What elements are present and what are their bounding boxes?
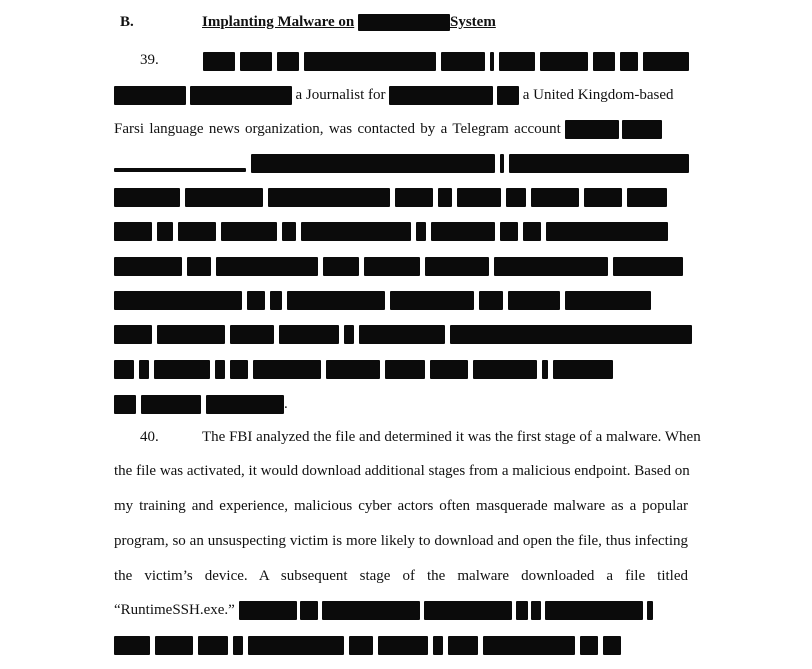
redaction-bar (114, 168, 246, 172)
line-text-tail: a United Kingdom-based (522, 87, 674, 103)
redacted-line (114, 634, 690, 656)
redaction-bar (500, 154, 504, 173)
line-text: Farsi language news organization, was contacted by a Telegram account (114, 121, 561, 137)
redaction-bar (545, 601, 643, 620)
line-text: a Journalist for (295, 87, 386, 103)
redaction-bar (300, 601, 318, 620)
redacted-line (114, 393, 294, 415)
redaction-bar (323, 257, 359, 276)
redaction-bar (565, 120, 619, 139)
redaction-bar (155, 636, 193, 655)
redaction-bar (279, 325, 339, 344)
redaction-bar (358, 14, 450, 31)
paragraph-40-line-4: program, so an unsuspecting victim is more likely to download and open the file, thus infecting (114, 533, 688, 549)
redaction-bar (497, 86, 519, 105)
redaction-bar (364, 257, 420, 276)
redaction-bar (114, 325, 152, 344)
redaction-bar (114, 222, 152, 241)
redaction-bar (620, 52, 638, 71)
redaction-bar (268, 188, 390, 207)
redaction-bar (287, 291, 385, 310)
paragraph-40-line-6 (114, 599, 690, 621)
redaction-bar (542, 360, 548, 379)
redaction-bar (248, 636, 344, 655)
redaction-bar (509, 154, 689, 173)
redaction-bar (430, 360, 468, 379)
redaction-bar (114, 636, 150, 655)
redaction-bar (424, 601, 512, 620)
paragraph-39-line-2 (114, 84, 690, 106)
redaction-bar (378, 636, 428, 655)
redaction-bar (247, 291, 265, 310)
redaction-bar (622, 120, 662, 139)
redaction-bar (277, 52, 299, 71)
redaction-bar (425, 257, 489, 276)
redacted-line (114, 220, 690, 242)
redaction-bar (416, 222, 426, 241)
redacted-line (203, 50, 690, 72)
paragraph-39-line-3 (114, 118, 690, 140)
redaction-bar (580, 636, 598, 655)
redaction-bar (344, 325, 354, 344)
redaction-bar (185, 188, 263, 207)
redaction-bar (349, 636, 373, 655)
redaction-bar (253, 360, 321, 379)
redacted-line (114, 152, 690, 174)
section-title-start: Implanting Malware on (202, 14, 355, 30)
redaction-bar (395, 188, 433, 207)
paragraph-40-line-5: the victim’s device. A subsequent stage of the malware downloaded a file titled (114, 568, 688, 584)
paragraph-39-number: 39. (140, 52, 159, 68)
redaction-bar (450, 325, 692, 344)
period: . (284, 395, 288, 412)
redaction-bar (114, 291, 242, 310)
redaction-bar (154, 360, 210, 379)
paragraph-40-number: 40. (140, 429, 159, 445)
redaction-bar (141, 395, 201, 414)
redaction-bar (322, 601, 420, 620)
redaction-bar (114, 86, 186, 105)
redaction-bar (157, 222, 173, 241)
redaction-bar (483, 636, 575, 655)
redaction-bar (233, 636, 243, 655)
redaction-bar (603, 636, 621, 655)
redaction-bar (546, 222, 668, 241)
redaction-bar (431, 222, 495, 241)
redaction-bar (441, 52, 485, 71)
redaction-bar (114, 257, 182, 276)
redaction-bar (187, 257, 211, 276)
redaction-bar (114, 360, 134, 379)
redaction-bar (613, 257, 683, 276)
redaction-bar (531, 601, 541, 620)
redaction-bar (540, 52, 588, 71)
redaction-bar (490, 52, 494, 71)
line-text: The FBI analyzed the file and determined it was the first stage of a malware. When (202, 429, 701, 445)
redaction-bar (139, 360, 149, 379)
redaction-bar (473, 360, 537, 379)
redaction-bar (438, 188, 452, 207)
redaction-bar (114, 188, 180, 207)
redaction-bar (479, 291, 503, 310)
redaction-bar (389, 86, 493, 105)
redaction-bar (221, 222, 277, 241)
redaction-bar (553, 360, 613, 379)
redaction-bar (114, 395, 136, 414)
redaction-bar (157, 325, 225, 344)
redaction-bar (627, 188, 667, 207)
paragraph-40-line-1 (140, 426, 701, 448)
paragraph-40-line-2: the file was activated, it would download additional stages from a malicious endpoint. Based on (114, 463, 690, 479)
redaction-bar (203, 52, 235, 71)
redaction-bar (433, 636, 443, 655)
redaction-bar (301, 222, 411, 241)
redaction-bar (239, 601, 297, 620)
redaction-bar (215, 360, 225, 379)
redacted-line (114, 289, 690, 311)
redaction-bar (216, 257, 318, 276)
redaction-bar (230, 360, 248, 379)
redaction-bar (198, 636, 228, 655)
redacted-line (114, 323, 690, 345)
section-heading (120, 14, 496, 31)
redaction-bar (643, 52, 689, 71)
redaction-bar (508, 291, 560, 310)
redaction-bar (251, 154, 495, 173)
redaction-bar (584, 188, 622, 207)
redaction-bar (270, 291, 282, 310)
section-title-end: System (449, 14, 496, 30)
redaction-bar (206, 395, 284, 414)
section-letter: B. (120, 14, 134, 30)
redacted-line (114, 358, 690, 380)
redaction-bar (494, 257, 608, 276)
redaction-bar (326, 360, 380, 379)
redaction-bar (304, 52, 436, 71)
redaction-bar (385, 360, 425, 379)
redaction-bar (523, 222, 541, 241)
redaction-bar (190, 86, 292, 105)
redaction-bar (500, 222, 518, 241)
redaction-bar (593, 52, 615, 71)
line-text: “RuntimeSSH.exe.” (114, 602, 235, 618)
redaction-bar (178, 222, 216, 241)
redaction-bar (531, 188, 579, 207)
redaction-bar (506, 188, 526, 207)
redaction-bar (390, 291, 474, 310)
redacted-line (114, 255, 690, 277)
redacted-line (114, 186, 690, 208)
redaction-bar (647, 601, 653, 620)
redaction-bar (448, 636, 478, 655)
paragraph-40-line-3: my training and experience, malicious cyber actors often masquerade malware as a popular (114, 498, 688, 514)
redaction-bar (282, 222, 296, 241)
redaction-bar (516, 601, 528, 620)
redaction-bar (230, 325, 274, 344)
redaction-bar (359, 325, 445, 344)
redaction-bar (565, 291, 651, 310)
redaction-bar (240, 52, 272, 71)
redaction-bar (499, 52, 535, 71)
redaction-bar (457, 188, 501, 207)
